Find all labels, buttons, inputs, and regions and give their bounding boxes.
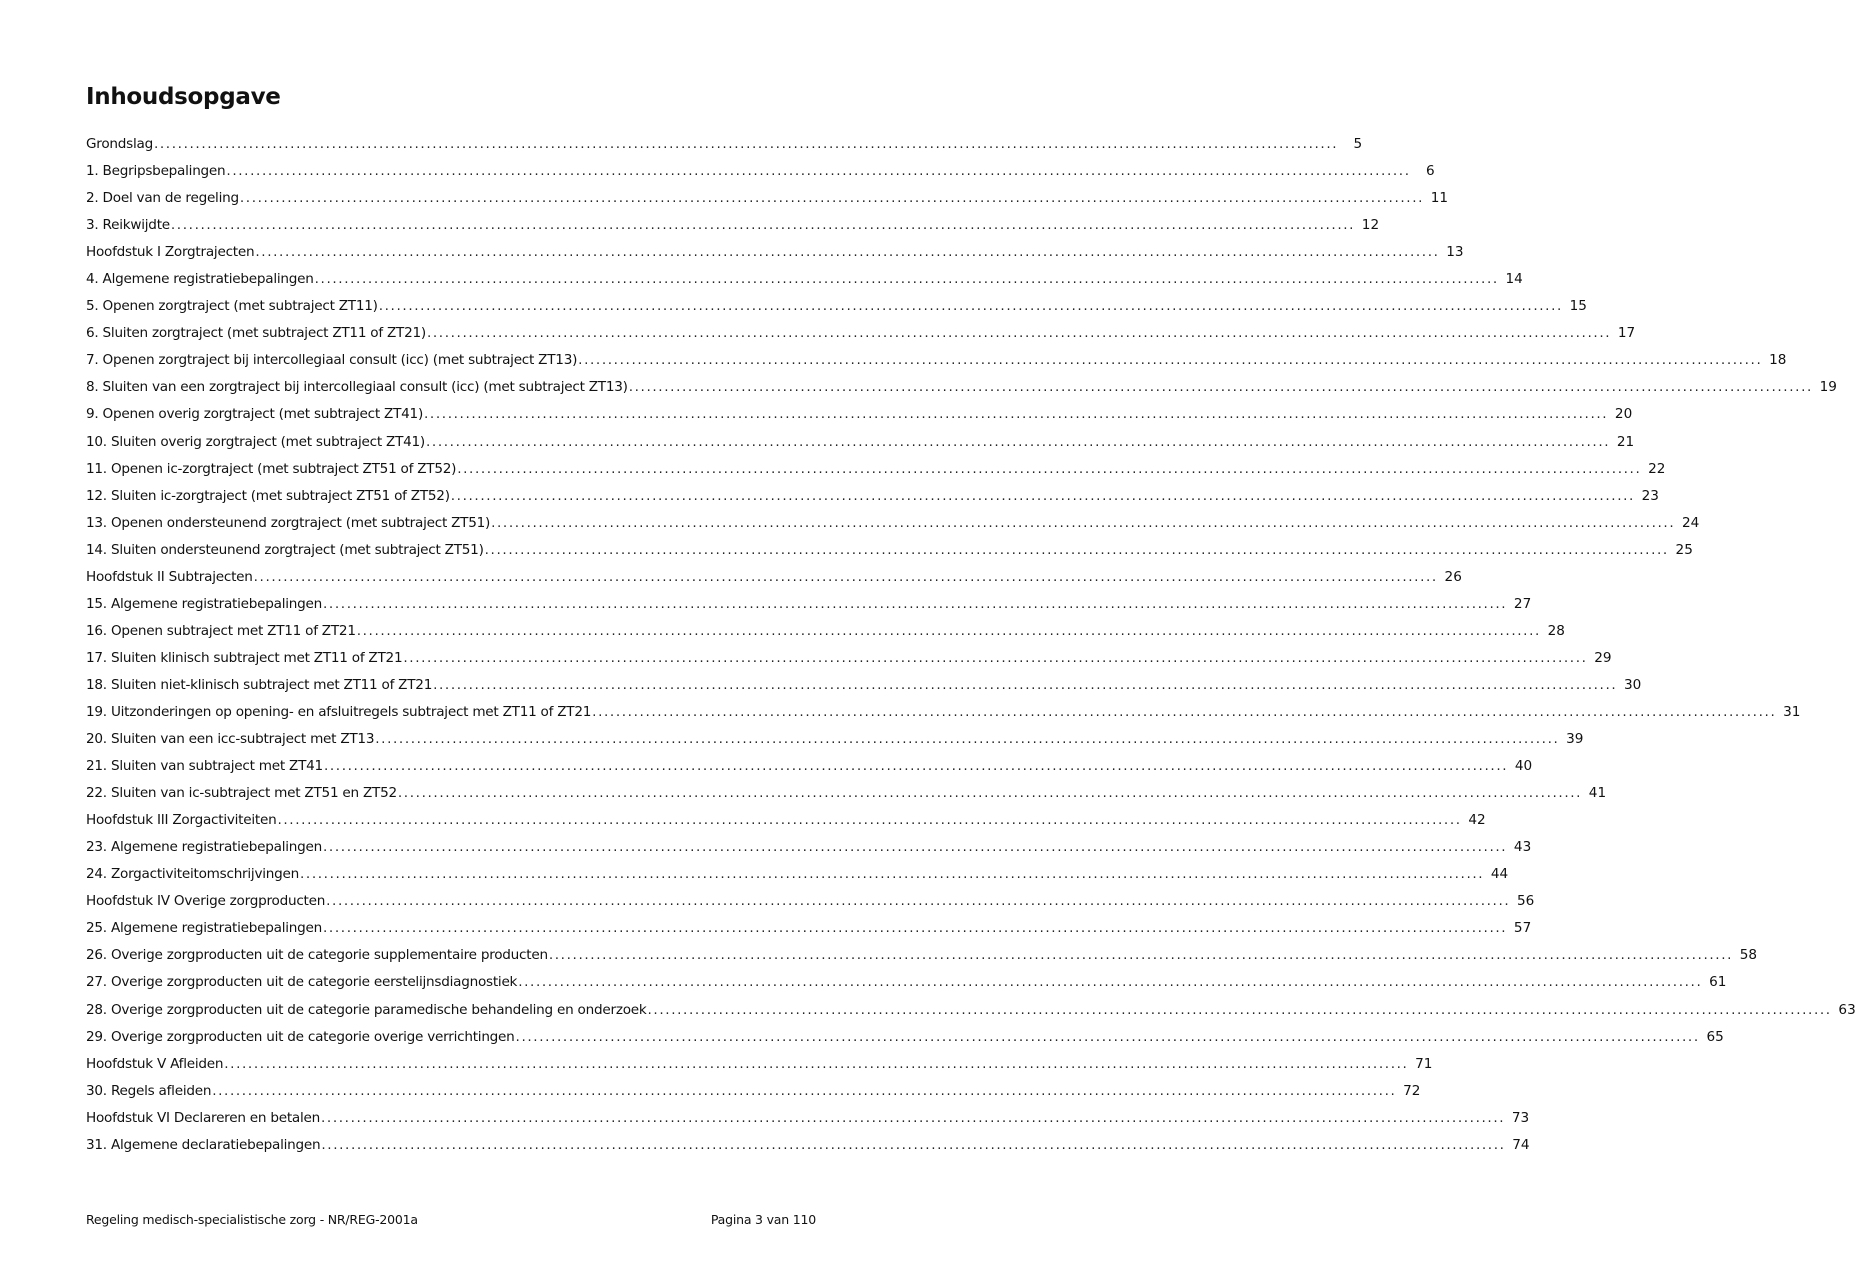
toc-entry[interactable] — [86, 537, 1693, 564]
toc-dot-leader: ........................................................................................................................................................................................................ — [647, 1001, 1832, 1018]
toc-entry-label: 15. Algemene registratiebepalingen — [86, 595, 323, 612]
toc-dot-leader: ........................................................................................................................................................................................................ — [515, 1028, 1700, 1045]
toc-dot-leader: ........................................................................................................................................................................................................ — [484, 541, 1669, 558]
toc-dot-leader: ........................................................................................................................................................................................................ — [226, 163, 1411, 180]
toc-entry[interactable] — [86, 699, 1801, 726]
toc-entry-label: 21. Sluiten van subtraject met ZT41 — [86, 758, 323, 775]
toc-entry-label: 3. Reikwijdte — [86, 217, 170, 234]
toc-entry-label: 22. Sluiten van ic-subtraject met ZT51 en ZT52 — [86, 785, 397, 802]
toc-dot-leader: ........................................................................................................................................................................................................ — [426, 325, 1612, 342]
toc-entry[interactable] — [86, 726, 1584, 753]
toc-entry-label: 18. Sluiten niet-klinisch subtraject met ZT11 of ZT21 — [86, 676, 433, 693]
toc-entry[interactable] — [86, 591, 1532, 618]
toc-entry[interactable] — [86, 293, 1587, 320]
toc-entry-page-number: 11 — [1430, 190, 1449, 207]
toc-dot-leader: ........................................................................................................................................................................................................ — [255, 244, 1440, 261]
toc-entry-page-number: 14 — [1505, 271, 1523, 288]
toc-entry[interactable] — [86, 915, 1532, 942]
toc-entry[interactable] — [86, 131, 1363, 158]
toc-dot-leader: ........................................................................................................................................................................................................ — [425, 433, 1611, 450]
toc-entry-page-number: 29 — [1594, 649, 1612, 666]
toc-entry-label: Hoofdstuk II Subtrajecten — [86, 568, 253, 585]
toc-entry-label: 26. Overige zorgproducten uit de categorie supplementaire producten — [86, 947, 548, 964]
toc-entry-label: Grondslag — [86, 136, 153, 152]
toc-entry-label: 10. Sluiten overig zorgtraject (met subtraject ZT41) — [86, 433, 425, 450]
toc-entry[interactable] — [86, 997, 1856, 1024]
toc-dot-leader: ........................................................................................................................................................................................................ — [491, 514, 1676, 531]
toc-entry[interactable] — [86, 672, 1642, 699]
toc-dot-leader: ........................................................................................................................................................................................................ — [239, 190, 1425, 207]
toc-entry-page-number: 6 — [1425, 163, 1435, 180]
toc-entry[interactable] — [86, 401, 1633, 428]
toc-entry-label: 7. Openen zorgtraject bij intercollegiaal consult (icc) (met subtraject ZT13) — [86, 352, 578, 369]
toc-entry-label: 4. Algemene registratiebepalingen — [86, 271, 314, 288]
toc-entry-page-number: 63 — [1838, 1001, 1856, 1018]
toc-entry-label: 27. Overige zorgproducten uit de categorie eerstelijnsdiagnostiek — [86, 974, 518, 991]
toc-entry[interactable] — [86, 158, 1435, 185]
toc-entry-page-number: 5 — [1353, 136, 1363, 152]
toc-entry-page-number: 71 — [1415, 1055, 1433, 1072]
toc-entry[interactable] — [86, 510, 1700, 537]
toc-entry[interactable] — [86, 834, 1532, 861]
toc-entry[interactable] — [86, 185, 1449, 212]
toc-entry-label: 1. Begripsbepalingen — [86, 163, 226, 180]
toc-entry-label: 24. Zorgactiviteitomschrijvingen — [86, 866, 299, 883]
toc-dot-leader: ........................................................................................................................................................................................................ — [212, 1082, 1397, 1099]
toc-dot-leader: ........................................................................................................................................................................................................ — [326, 893, 1511, 910]
toc-entry-page-number: 73 — [1511, 1109, 1530, 1126]
toc-entry-page-number: 26 — [1444, 568, 1462, 585]
toc-entry[interactable] — [86, 942, 1758, 969]
toc-entry-page-number: 74 — [1512, 1136, 1530, 1153]
toc-entry-page-number: 18 — [1769, 352, 1787, 369]
toc-entry[interactable] — [86, 564, 1462, 591]
toc-entry-page-number: 25 — [1675, 541, 1693, 558]
toc-entry-label: 5. Openen zorgtraject (met subtraject ZT11) — [86, 298, 378, 315]
toc-dot-leader: ........................................................................................................................................................................................................ — [356, 622, 1541, 639]
toc-entry[interactable] — [86, 645, 1612, 672]
toc-entry-label: 8. Sluiten van een zorgtraject bij intercollegiaal consult (icc) (met subtraject ZT13) — [86, 379, 628, 396]
toc-entry[interactable] — [86, 374, 1837, 401]
toc-entry-page-number: 13 — [1446, 244, 1464, 261]
toc-dot-leader: ........................................................................................................................................................................................................ — [153, 136, 1339, 152]
toc-entry-label: 25. Algemene registratiebepalingen — [86, 920, 323, 937]
toc-dot-leader: ........................................................................................................................................................................................................ — [397, 785, 1583, 802]
toc-dot-leader: ........................................................................................................................................................................................................ — [457, 460, 1642, 477]
toc-entry-label: 12. Sluiten ic-zorgtraject (met subtraject ZT51 of ZT52) — [86, 487, 450, 504]
toc-entry-label: 19. Uitzonderingen op opening- en afsluitregels subtraject met ZT11 of ZT21 — [86, 703, 592, 720]
toc-entry[interactable] — [86, 456, 1666, 483]
toc-entry-page-number: 31 — [1783, 703, 1801, 720]
toc-entry-label: 16. Openen subtraject met ZT11 of ZT21 — [86, 622, 356, 639]
toc-dot-leader: ........................................................................................................................................................................................................ — [323, 839, 1508, 856]
toc-dot-leader: ........................................................................................................................................................................................................ — [578, 352, 1763, 369]
toc-entry-label: 30. Regels afleiden — [86, 1082, 212, 1099]
toc-entry-page-number: 72 — [1403, 1082, 1421, 1099]
toc-entry-page-number: 57 — [1513, 920, 1532, 937]
toc-dot-leader: ........................................................................................................................................................................................................ — [548, 947, 1734, 964]
toc-entry-label: 13. Openen ondersteunend zorgtraject (met subtraject ZT51) — [86, 514, 491, 531]
toc-entry-label: 20. Sluiten van een icc-subtraject met ZT13 — [86, 731, 375, 748]
page-title: Inhoudsopgave — [86, 84, 281, 110]
toc-entry-label: 31. Algemene declaratiebepalingen — [86, 1136, 321, 1153]
toc-entry-label: Hoofdstuk I Zorgtrajecten — [86, 244, 255, 261]
toc-entry-label: 6. Sluiten zorgtraject (met subtraject ZT11 of ZT21) — [86, 325, 426, 342]
toc-entry[interactable] — [86, 320, 1636, 347]
toc-entry[interactable] — [86, 483, 1659, 510]
toc-dot-leader: ........................................................................................................................................................................................................ — [450, 487, 1635, 504]
toc-entry-page-number: 17 — [1617, 325, 1636, 342]
toc-entry-page-number: 61 — [1709, 974, 1727, 991]
toc-entry-label: 23. Algemene registratiebepalingen — [86, 839, 323, 856]
toc-entry-label: 29. Overige zorgproducten uit de categorie overige verrichtingen — [86, 1028, 515, 1045]
toc-dot-leader: ........................................................................................................................................................................................................ — [321, 1136, 1506, 1153]
toc-dot-leader: ........................................................................................................................................................................................................ — [300, 866, 1485, 883]
toc-entry[interactable] — [86, 807, 1486, 834]
toc-entry-page-number: 23 — [1641, 487, 1659, 504]
toc-entry[interactable] — [86, 1105, 1530, 1132]
toc-entry-label: 2. Doel van de regeling — [86, 190, 239, 207]
toc-entry[interactable] — [86, 1051, 1433, 1078]
toc-dot-leader: ........................................................................................................................................................................................................ — [253, 568, 1438, 585]
toc-entry[interactable] — [86, 969, 1727, 996]
toc-entry-page-number: 30 — [1624, 676, 1642, 693]
toc-entry[interactable] — [86, 1024, 1724, 1051]
toc-entry[interactable] — [86, 861, 1509, 888]
toc-entry[interactable] — [86, 212, 1380, 239]
toc-dot-leader: ........................................................................................................................................................................................................ — [320, 1109, 1506, 1126]
toc-entry-page-number: 56 — [1517, 893, 1535, 910]
toc-entry[interactable] — [86, 1078, 1421, 1105]
footer-document-title: Regeling medisch-specialistische zorg - NR/REG-2001a — [86, 1212, 418, 1227]
toc-dot-leader: ........................................................................................................................................................................................................ — [224, 1055, 1409, 1072]
toc-entry[interactable] — [86, 753, 1533, 780]
toc-dot-leader: ........................................................................................................................................................................................................ — [314, 271, 1499, 288]
toc-entry-page-number: 39 — [1566, 731, 1584, 748]
toc-dot-leader: ........................................................................................................................................................................................................ — [323, 920, 1508, 937]
toc-entry-page-number: 41 — [1588, 785, 1607, 802]
toc-dot-leader: ........................................................................................................................................................................................................ — [277, 812, 1462, 829]
toc-entry-label: 9. Openen overig zorgtraject (met subtraject ZT41) — [86, 406, 424, 423]
toc-entry[interactable] — [86, 618, 1565, 645]
toc-entry-page-number: 40 — [1514, 758, 1533, 775]
toc-dot-leader: ........................................................................................................................................................................................................ — [375, 731, 1560, 748]
toc-entry-label: Hoofdstuk IV Overige zorgproducten — [86, 893, 326, 910]
toc-dot-leader: ........................................................................................................................................................................................................ — [424, 406, 1609, 423]
toc-dot-leader: ........................................................................................................................................................................................................ — [592, 703, 1777, 720]
page-footer — [86, 1212, 816, 1227]
toc-dot-leader: ........................................................................................................................................................................................................ — [433, 676, 1618, 693]
toc-entry-page-number: 24 — [1681, 514, 1700, 531]
toc-entry[interactable] — [86, 429, 1635, 456]
toc-entry-label: Hoofdstuk VI Declareren en betalen — [86, 1109, 320, 1126]
toc-dot-leader: ........................................................................................................................................................................................................ — [378, 298, 1563, 315]
toc-entry-page-number: 42 — [1468, 812, 1486, 829]
toc-entry-page-number: 19 — [1819, 379, 1837, 396]
toc-entry-page-number: 15 — [1569, 298, 1587, 315]
toc-entry-page-number: 28 — [1547, 622, 1565, 639]
toc-entry[interactable] — [86, 1132, 1530, 1159]
toc-entry-label: 17. Sluiten klinisch subtraject met ZT11 of ZT21 — [86, 649, 403, 666]
toc-entry-label: Hoofdstuk V Afleiden — [86, 1055, 224, 1072]
toc-entry-page-number: 27 — [1513, 595, 1532, 612]
toc-entry-page-number: 12 — [1361, 217, 1380, 234]
toc-dot-leader: ........................................................................................................................................................................................................ — [323, 758, 1509, 775]
toc-dot-leader: ........................................................................................................................................................................................................ — [323, 595, 1508, 612]
toc-entry-label: Hoofdstuk III Zorgactiviteiten — [86, 812, 277, 829]
toc-dot-leader: ........................................................................................................................................................................................................ — [403, 649, 1588, 666]
toc-entry-label: 11. Openen ic-zorgtraject (met subtraject ZT51 of ZT52) — [86, 460, 457, 477]
toc-entry-page-number: 22 — [1648, 460, 1666, 477]
toc-entry-label: 14. Sluiten ondersteunend zorgtraject (met subtraject ZT51) — [86, 541, 484, 558]
toc-entry-page-number: 44 — [1490, 866, 1509, 883]
table-of-contents — [86, 131, 1856, 1159]
toc-dot-leader: ........................................................................................................................................................................................................ — [628, 379, 1813, 396]
toc-entry-page-number: 43 — [1513, 839, 1532, 856]
toc-dot-leader: ........................................................................................................................................................................................................ — [170, 217, 1356, 234]
toc-entry[interactable] — [86, 347, 1787, 374]
toc-dot-leader: ........................................................................................................................................................................................................ — [518, 974, 1703, 991]
toc-entry[interactable] — [86, 239, 1464, 266]
footer-page-number: Pagina 3 van 110 — [710, 1212, 816, 1227]
toc-entry-page-number: 20 — [1614, 406, 1633, 423]
toc-entry-page-number: 65 — [1706, 1028, 1724, 1045]
toc-entry-page-number: 21 — [1616, 433, 1635, 450]
toc-entry[interactable] — [86, 266, 1523, 293]
toc-entry-page-number: 58 — [1739, 947, 1758, 964]
toc-entry[interactable] — [86, 888, 1535, 915]
toc-entry-label: 28. Overige zorgproducten uit de categorie paramedische behandeling en onderzoek — [86, 1001, 647, 1018]
toc-entry[interactable] — [86, 780, 1607, 807]
